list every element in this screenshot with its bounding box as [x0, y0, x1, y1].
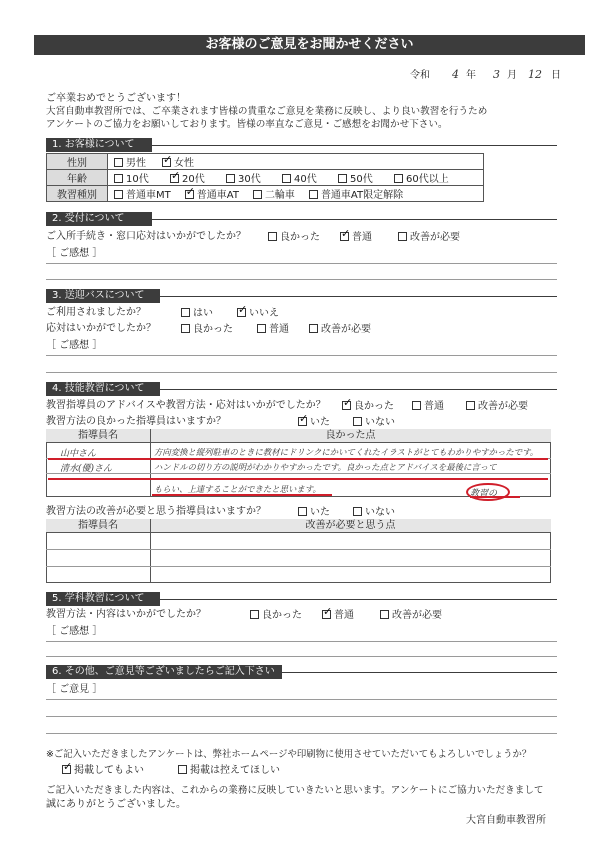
checkbox-icon[interactable] — [181, 324, 190, 333]
checkbox-label: 掲載してもよい — [74, 765, 144, 776]
checkbox-option[interactable] — [353, 416, 395, 429]
checkbox-option[interactable] — [181, 323, 233, 336]
checkbox-option[interactable] — [398, 231, 460, 244]
checkbox-option[interactable] — [253, 186, 295, 201]
checkbox-label: 60代以上 — [406, 174, 449, 185]
bus-usage-question: ご利用されましたか？ — [46, 307, 146, 318]
checkbox-option[interactable] — [268, 231, 320, 244]
improve-instructor-options — [298, 506, 418, 518]
checkbox-label: 50代 — [350, 174, 373, 185]
checkbox-icon[interactable] — [185, 185, 195, 199]
date-year-label: 年 — [466, 70, 476, 81]
checkbox-option[interactable] — [353, 506, 395, 519]
checkbox-option[interactable] — [309, 323, 371, 336]
checkbox-icon[interactable] — [298, 507, 307, 516]
good-instructor-options — [298, 412, 418, 428]
checkbox-option[interactable] — [342, 396, 394, 413]
checkbox-icon[interactable] — [181, 308, 190, 317]
red-circle-mark — [466, 483, 510, 501]
checkbox-icon[interactable] — [114, 158, 123, 167]
checkbox-icon[interactable] — [342, 396, 353, 410]
checkbox-label: 普通車AT限定解除 — [320, 190, 404, 201]
checkbox-icon[interactable] — [338, 174, 347, 183]
checkbox-option[interactable] — [181, 307, 213, 320]
check-mark-icon: ✓ — [343, 396, 353, 409]
handwritten-annotation: 教習の — [470, 489, 498, 499]
bus-usage-options — [181, 303, 301, 319]
improve-instructor-question: 教習方法の改善が必要と思う指導員はいますか？ — [46, 506, 266, 517]
checkbox-icon[interactable] — [398, 232, 407, 241]
intro-line: ご卒業おめでとうございます！ — [46, 93, 186, 104]
checkbox-option[interactable] — [340, 227, 372, 244]
checkbox-label: いいえ — [249, 308, 279, 319]
checkbox-option[interactable] — [114, 154, 162, 169]
checkbox-option[interactable] — [162, 154, 210, 169]
instructor-name: 清水(優)さん — [60, 464, 113, 474]
checkbox-label: 二輪車 — [264, 190, 295, 201]
checkbox-icon[interactable] — [253, 190, 262, 199]
checkbox-icon[interactable] — [309, 324, 318, 333]
date-month: 3 — [493, 68, 500, 81]
date-year: 4 — [452, 68, 459, 81]
page-title: お客様のご意見をお聞かせください — [34, 35, 585, 55]
checkbox-icon[interactable] — [340, 227, 351, 241]
footer-school-name: 大宮自動車教習所 — [466, 815, 546, 826]
checkbox-label: 良かった — [262, 610, 302, 621]
checkbox-label: 10代 — [126, 174, 149, 185]
checkbox-icon[interactable] — [114, 190, 123, 199]
checkbox-option[interactable] — [394, 170, 450, 185]
reception-question: ご入所手続き・窓口応対はいかがでしたか？ — [46, 231, 246, 242]
checkbox-icon[interactable] — [282, 174, 291, 183]
checkbox-icon[interactable] — [114, 174, 123, 183]
checkbox-icon[interactable] — [309, 190, 318, 199]
check-mark-icon: ✓ — [163, 153, 173, 166]
section-6-heading: 6. その他、ご意見等ございましたらご記入下さい — [46, 665, 282, 679]
checkbox-label: いた — [310, 417, 330, 428]
checkbox-label: 掲載は控えてほしい — [190, 765, 280, 776]
good-table-header-name: 指導員名 — [78, 430, 118, 441]
checkbox-icon[interactable] — [257, 324, 266, 333]
checkbox-icon[interactable] — [466, 401, 475, 410]
check-mark-icon: ✓ — [171, 169, 181, 182]
check-mark-icon: ✓ — [299, 412, 309, 425]
reception-comment-label: ［ ご感想 ］ — [46, 248, 103, 259]
checkbox-icon[interactable] — [268, 232, 277, 241]
checkbox-icon[interactable] — [170, 169, 181, 183]
red-underline — [48, 478, 548, 480]
checkbox-label: 普通 — [269, 324, 289, 335]
age-options — [108, 170, 484, 186]
checkbox-label: 良かった — [354, 401, 394, 412]
other-comment-label: ［ ご意見 ］ — [46, 684, 103, 695]
section-1-heading: 1. お客様について — [46, 138, 152, 152]
checkbox-icon[interactable] — [353, 417, 362, 426]
checkbox-icon[interactable] — [412, 401, 421, 410]
checkbox-option[interactable] — [298, 412, 330, 429]
date-day: 12 — [528, 68, 542, 81]
checkbox-option[interactable] — [466, 400, 528, 413]
checkbox-icon[interactable] — [62, 760, 73, 774]
red-underline — [152, 494, 332, 496]
checkbox-label: 普通 — [424, 401, 444, 412]
checkbox-label: 改善が必要 — [478, 401, 528, 412]
reception-options — [268, 227, 468, 243]
improve-table-header-points: 改善が必要と思う点 — [305, 520, 396, 531]
checkbox-label: いない — [365, 507, 395, 518]
bus-service-options — [181, 323, 391, 335]
checkbox-option[interactable] — [298, 506, 330, 519]
checkbox-icon[interactable] — [178, 765, 187, 774]
checkbox-option[interactable] — [226, 170, 282, 185]
instructor-question: 教習指導員のアドバイスや教習方法・応対はいかがでしたか？ — [46, 400, 326, 411]
gender-label: 性別 — [47, 154, 108, 170]
checkbox-icon[interactable] — [250, 610, 259, 619]
checkbox-label: 普通 — [352, 232, 372, 243]
check-mark-icon: ✓ — [323, 605, 333, 618]
checkbox-option[interactable] — [250, 609, 302, 622]
good-table-header-points: 良かった点 — [325, 430, 376, 441]
course-options — [108, 186, 484, 202]
checkbox-option[interactable] — [412, 400, 444, 413]
checkbox-icon[interactable] — [322, 605, 333, 619]
checkbox-option[interactable] — [282, 170, 338, 185]
check-mark-icon: ✓ — [185, 185, 195, 198]
checkbox-label: 40代 — [294, 174, 317, 185]
section-2-heading: 2. 受付について — [46, 212, 152, 226]
check-mark-icon: ✓ — [63, 760, 73, 773]
bus-service-question: 応対はいかがでしたか？ — [46, 323, 156, 334]
checkbox-option[interactable] — [178, 764, 280, 777]
consent-question: ※ご記入いただきましたアンケートは、弊社ホームページや印刷物に使用させていただいてもよろしいでしょうか？ — [46, 749, 532, 760]
checkbox-icon[interactable] — [394, 174, 403, 183]
date-era: 令和 — [410, 70, 430, 81]
course-label: 教習種別 — [47, 186, 108, 202]
lecture-comment-label: ［ ご感想 ］ — [46, 626, 103, 637]
lecture-question: 教習方法・内容はいかがでしたか？ — [46, 609, 206, 620]
closing-line: 誠にありがとうございました。 — [46, 799, 186, 810]
checkbox-option[interactable] — [114, 170, 170, 185]
checkbox-option[interactable] — [257, 323, 289, 336]
checkbox-option[interactable] — [170, 170, 226, 185]
checkbox-label: 30代 — [238, 174, 261, 185]
checkbox-label: 普通 — [334, 610, 354, 621]
checkbox-label: 良かった — [193, 324, 233, 335]
checkbox-option[interactable] — [237, 303, 279, 320]
checkbox-option[interactable] — [322, 605, 354, 622]
date-month-label: 月 — [507, 70, 517, 81]
checkbox-label: 改善が必要 — [410, 232, 460, 243]
instructor-name: 山中さん — [60, 449, 97, 459]
section-5-heading: 5. 学科教習について — [46, 592, 160, 606]
good-comment-line: 方向変換と縦列駐車のときに教材にドリンクにかいてくれたイラストがとてもわかりやすかったです。 — [154, 447, 539, 457]
checkbox-label: 20代 — [182, 174, 205, 185]
checkbox-label: いた — [310, 507, 330, 518]
checkbox-option[interactable] — [185, 186, 239, 201]
good-comment-line: ハンドルの切り方の説明がわかりやすかったです。良かった点とアドバイスを最後に言って — [154, 462, 497, 472]
gender-options — [108, 154, 484, 170]
checkbox-label: はい — [193, 308, 213, 319]
checkbox-label: 普通車MT — [126, 190, 171, 201]
section-3-heading: 3. 送迎バスについて — [46, 289, 160, 303]
checkbox-label: 良かった — [280, 232, 320, 243]
checkbox-option[interactable] — [309, 186, 403, 201]
checkbox-label: 普通車AT — [196, 190, 239, 201]
consent-options — [62, 760, 312, 776]
checkbox-option[interactable] — [62, 760, 144, 777]
age-label: 年齢 — [47, 170, 108, 186]
checkbox-icon[interactable] — [226, 174, 235, 183]
checkbox-icon[interactable] — [353, 507, 362, 516]
checkbox-label: 改善が必要 — [392, 610, 442, 621]
intro-line: 大宮自動車教習所では、ご卒業されます皆様の貴重なご意見を業務に反映し、より良い教習を行うため — [46, 106, 488, 117]
checkbox-label: 女性 — [174, 158, 194, 169]
checkbox-icon[interactable] — [162, 153, 173, 167]
checkbox-option[interactable] — [380, 609, 442, 622]
closing-line: ご記入いただきました内容は、これからの業務に反映していきたいと思います。アンケートにご協力いただきまして — [46, 785, 544, 796]
checkbox-label: いない — [365, 417, 395, 428]
intro-line: アンケートのご協力をお願いしております。皆様の率直なご意見・ご感想をお聞かせ下さい。 — [46, 119, 448, 130]
lecture-options — [250, 605, 470, 621]
checkbox-icon[interactable] — [380, 610, 389, 619]
check-mark-icon: ✓ — [341, 227, 351, 240]
good-comment-line: もらい、上達することができたと思います。 — [154, 484, 321, 494]
checkbox-label: 男性 — [126, 158, 146, 169]
date-day-label: 日 — [551, 70, 561, 81]
bus-comment-label: ［ ご感想 ］ — [46, 340, 103, 351]
checkbox-option[interactable] — [338, 170, 394, 185]
checkbox-label: 改善が必要 — [321, 324, 371, 335]
customer-info-table — [46, 153, 484, 202]
improve-table-header-name: 指導員名 — [78, 520, 118, 531]
good-instructor-question: 教習方法の良かった指導員はいますか？ — [46, 416, 226, 427]
checkbox-icon[interactable] — [298, 412, 309, 426]
checkbox-icon[interactable] — [237, 303, 248, 317]
check-mark-icon: ✓ — [238, 303, 248, 316]
checkbox-option[interactable] — [114, 186, 171, 201]
section-4-heading: 4. 技能教習について — [46, 382, 160, 396]
instructor-options — [342, 396, 552, 412]
red-underline — [48, 458, 548, 460]
